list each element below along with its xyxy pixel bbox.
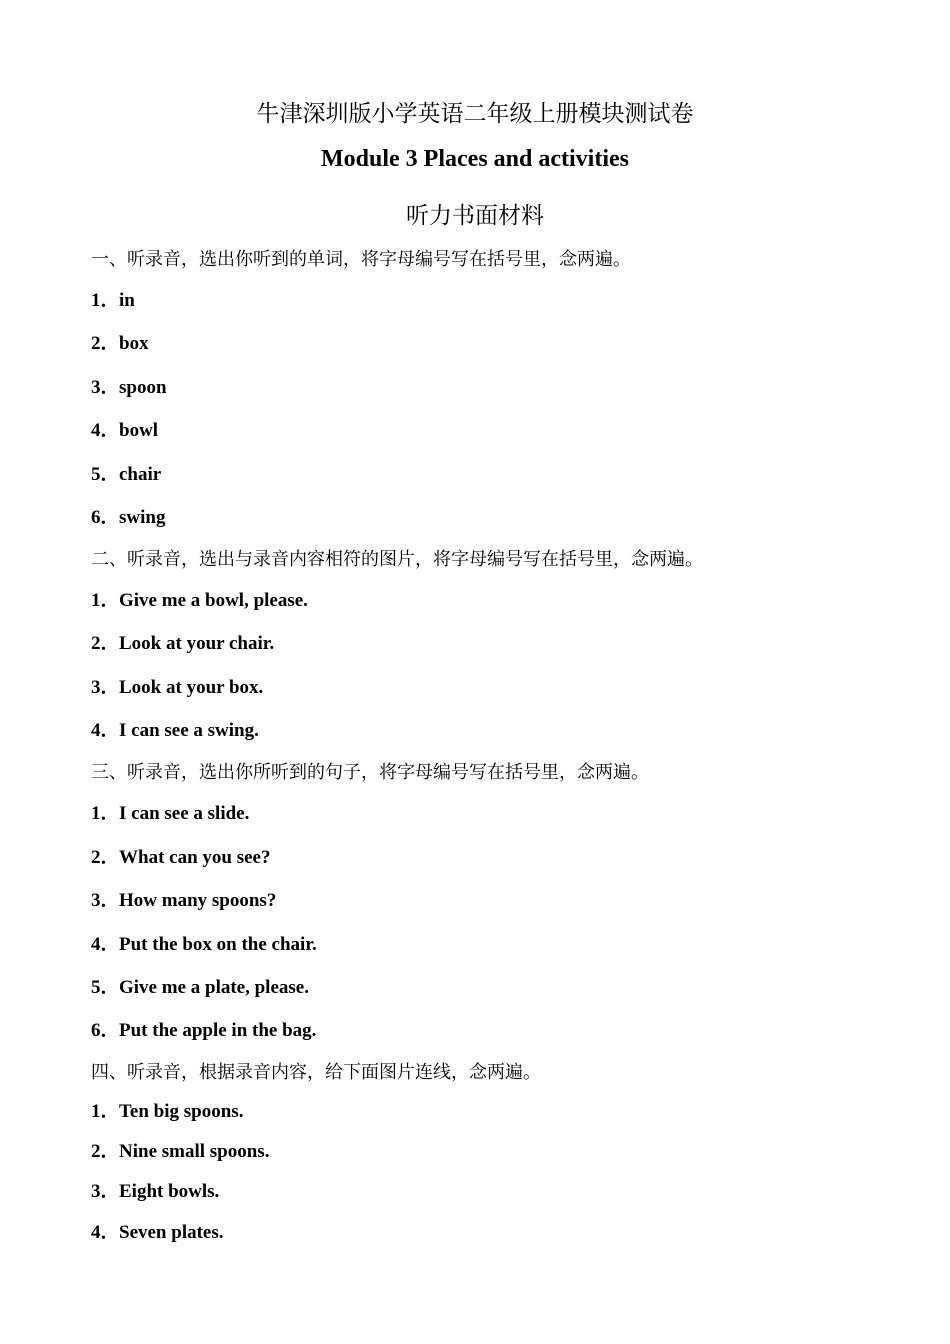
section-4-heading: 四、听录音，根据录音内容，给下面图片连线，念两遍。	[91, 1062, 541, 1083]
item-text: Give me a bowl, please.	[119, 590, 308, 611]
item-number: 3．	[91, 890, 120, 911]
item-text: Seven plates.	[119, 1222, 224, 1243]
item-number: 5．	[91, 977, 120, 998]
item-number: 3．	[91, 377, 120, 398]
item-number: 2．	[91, 847, 120, 868]
page-title-chinese: 牛津深圳版小学英语二年级上册模块测试卷	[256, 101, 694, 127]
item-number: 6．	[91, 507, 120, 528]
item-text: Nine small spoons.	[119, 1141, 270, 1162]
list-item	[91, 933, 317, 957]
item-text: in	[119, 290, 135, 311]
item-number: 1．	[91, 290, 120, 311]
item-number: 4．	[91, 720, 120, 741]
item-text: Look at your chair.	[119, 633, 275, 654]
item-number: 3．	[91, 1181, 120, 1202]
section-2-heading: 二、听录音，选出与录音内容相符的图片，将字母编号写在括号里，念两遍。	[91, 549, 703, 570]
item-number: 1．	[91, 590, 120, 611]
list-item	[91, 463, 161, 487]
list-item	[91, 976, 309, 1000]
item-text: bowl	[119, 420, 159, 441]
item-text: Look at your box.	[119, 677, 264, 698]
item-number: 2．	[91, 633, 120, 654]
list-item	[91, 676, 263, 700]
item-number: 2．	[91, 1141, 120, 1162]
item-text: Ten big spoons.	[119, 1101, 244, 1122]
item-text: box	[119, 333, 149, 354]
list-item	[91, 632, 274, 656]
item-text: I can see a slide.	[119, 803, 250, 824]
page-subtitle: 听力书面材料	[406, 203, 544, 229]
item-number: 3．	[91, 677, 120, 698]
list-item	[91, 589, 308, 613]
item-text: Put the apple in the bag.	[119, 1020, 317, 1041]
list-item	[91, 419, 158, 443]
item-text: chair	[119, 464, 162, 485]
list-item	[91, 289, 135, 313]
list-item	[91, 846, 270, 870]
item-number: 4．	[91, 934, 120, 955]
item-text: What can you see?	[119, 847, 271, 868]
section-1-heading: 一、听录音，选出你听到的单词，将字母编号写在括号里，念两遍。	[91, 249, 631, 270]
list-item	[91, 1140, 269, 1164]
page-title-english: Module 3 Places and activities	[321, 146, 629, 172]
list-item	[91, 1180, 219, 1204]
item-number: 2．	[91, 333, 120, 354]
item-number: 4．	[91, 420, 120, 441]
item-number: 5．	[91, 464, 120, 485]
item-text: Put the box on the chair.	[119, 934, 317, 955]
item-number: 4．	[91, 1222, 120, 1243]
item-number: 1．	[91, 1101, 120, 1122]
item-text: swing	[119, 507, 166, 528]
list-item	[91, 376, 167, 400]
item-text: How many spoons?	[119, 890, 277, 911]
item-number: 1．	[91, 803, 120, 824]
list-item	[91, 1100, 243, 1124]
list-item	[91, 889, 276, 913]
list-item	[91, 1221, 224, 1245]
item-text: spoon	[119, 377, 167, 398]
list-item	[91, 1019, 316, 1043]
list-item	[91, 802, 249, 826]
list-item	[91, 332, 149, 356]
item-text: Eight bowls.	[119, 1181, 220, 1202]
item-text: Give me a plate, please.	[119, 977, 309, 998]
list-item	[91, 719, 259, 743]
item-number: 6．	[91, 1020, 120, 1041]
section-3-heading: 三、听录音，选出你所听到的句子，将字母编号写在括号里，念两遍。	[91, 762, 649, 783]
list-item	[91, 506, 165, 530]
item-text: I can see a swing.	[119, 720, 259, 741]
